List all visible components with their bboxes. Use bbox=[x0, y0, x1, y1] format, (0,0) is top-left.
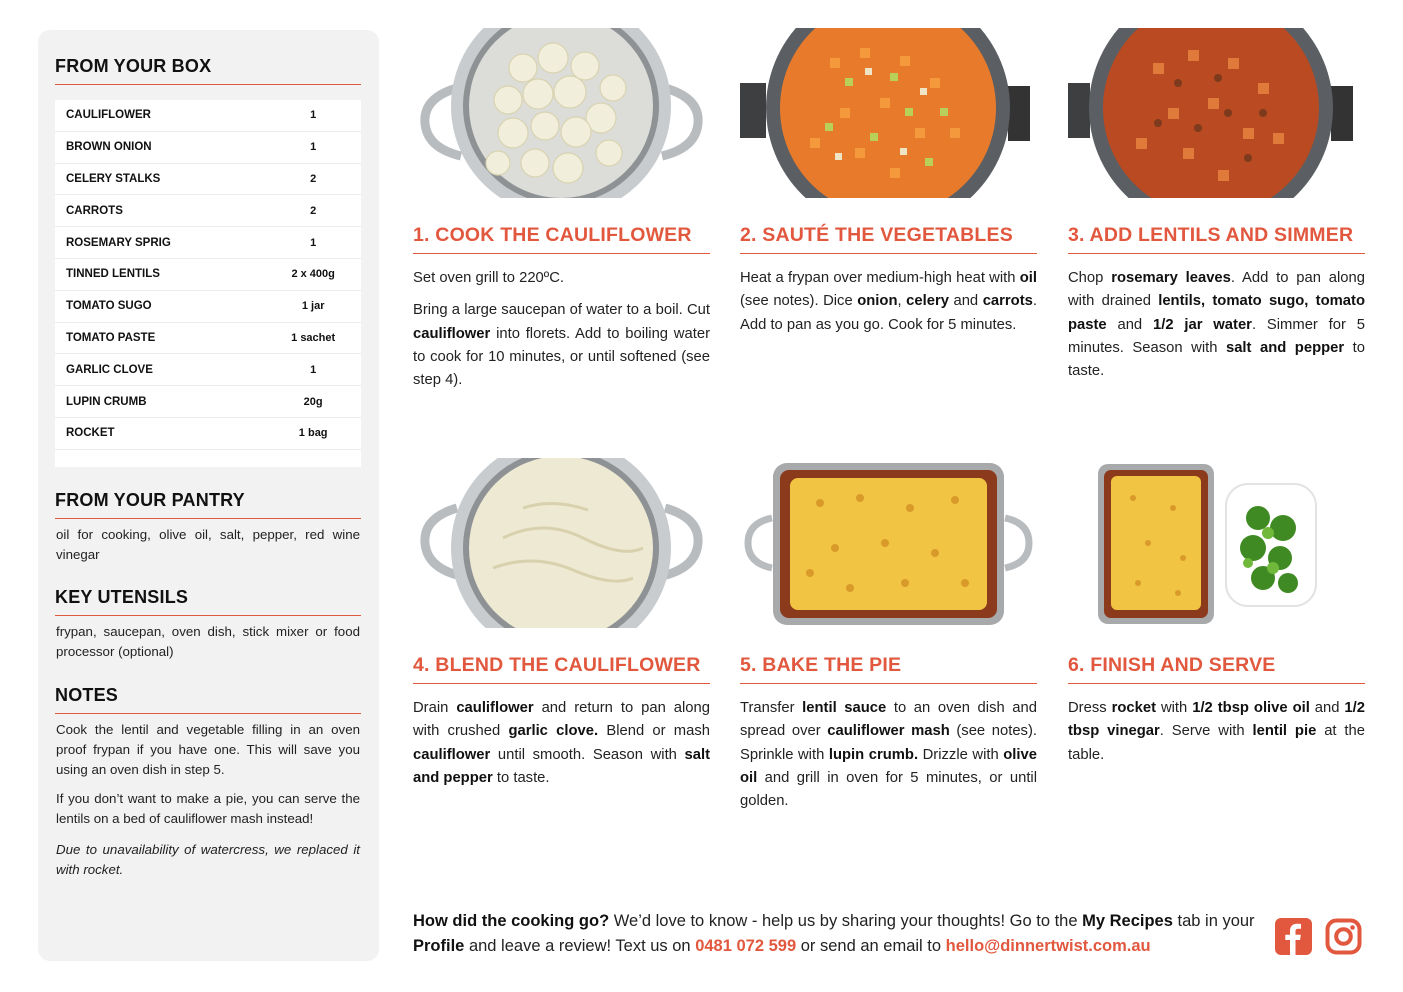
step-6-title: 6. FINISH AND SERVE bbox=[1068, 654, 1365, 684]
ingredient-highlight: celery bbox=[906, 293, 949, 310]
text-run: . Serve with bbox=[1159, 723, 1253, 740]
text-run: . Simmer for 5 minutes. Season with bbox=[1068, 316, 1365, 356]
box-ingredients-table bbox=[55, 100, 361, 467]
notes-section-title: NOTES bbox=[55, 685, 361, 714]
step-5-photo bbox=[740, 458, 1037, 628]
text-run: with bbox=[1156, 700, 1193, 716]
step-1-photo bbox=[413, 28, 710, 198]
step-5-body bbox=[740, 697, 1037, 822]
ingredient-highlight: rosemary leaves bbox=[1111, 270, 1231, 286]
table-row bbox=[55, 259, 361, 291]
ingredient-qty: 2 bbox=[310, 204, 317, 217]
ingredient-highlight: garlic clove. bbox=[508, 723, 599, 740]
ingredient-highlight: 1/2 jar water bbox=[1152, 316, 1252, 333]
ingredient-name: CAULIFLOWER bbox=[66, 109, 151, 122]
pantry-section-title: FROM YOUR PANTRY bbox=[55, 490, 361, 519]
ingredient-qty: 2 bbox=[310, 172, 317, 185]
step-paragraph bbox=[740, 697, 1037, 813]
step-1-title: 1. COOK THE CAULIFLOWER bbox=[413, 224, 710, 254]
ingredient-highlight: onion bbox=[857, 293, 898, 310]
step-paragraph: Set oven grill to 220ºC. bbox=[413, 270, 564, 286]
instagram-icon[interactable] bbox=[1325, 918, 1362, 955]
ingredient-qty: 1 sachet bbox=[291, 331, 336, 344]
note-paragraph-italic: Due to unavailability of watercress, we replaced it with rocket. bbox=[56, 842, 360, 877]
ingredient-name: TINNED LENTILS bbox=[66, 268, 160, 281]
profile-link[interactable]: Profile bbox=[413, 937, 465, 955]
feedback-footer bbox=[413, 909, 1263, 959]
note-paragraph: Cook the lentil and vegetable filling in an oven proof frypan if you have one. This will save you using an oven dish in step 5. bbox=[56, 722, 360, 777]
text-run: Bring a large saucepan of water to a boil. Cut bbox=[413, 302, 710, 319]
ingredient-name: TOMATO PASTE bbox=[66, 331, 156, 344]
feedback-question: How did the cooking go? bbox=[413, 912, 610, 930]
ingredient-highlight: cauliflower bbox=[413, 325, 491, 342]
text-run: and grill in oven for 5 minutes, or until golden. bbox=[740, 769, 1037, 810]
step-6-body bbox=[1068, 697, 1365, 776]
step-2-photo bbox=[740, 28, 1037, 198]
ingredient-highlight: carrots bbox=[982, 293, 1033, 310]
utensils-text: frypan, saucepan, oven dish, stick mixer or food processor (optional) bbox=[56, 624, 360, 659]
text-run: and leave a review! Text us on bbox=[464, 937, 696, 955]
text-run: Chop bbox=[1068, 270, 1112, 286]
table-row bbox=[55, 100, 361, 132]
step-1-body bbox=[413, 267, 710, 401]
note-paragraph: If you don’t want to make a pie, you can serve the lentils on a bed of cauliflower mash instead! bbox=[56, 791, 360, 826]
ingredient-highlight: salt and pepper bbox=[1225, 339, 1345, 356]
ingredient-highlight: oil bbox=[1019, 270, 1037, 286]
ingredient-highlight: lentil pie bbox=[1252, 723, 1317, 740]
step-4-title: 4. BLEND THE CAULIFLOWER bbox=[413, 654, 710, 684]
text-run: to taste. bbox=[492, 769, 550, 786]
text-run: until smooth. Season with bbox=[490, 746, 685, 763]
ingredient-name: TOMATO SUGO bbox=[66, 300, 152, 313]
email-link[interactable]: hello@dinnertwist.com.au bbox=[945, 937, 1151, 955]
text-run: to taste. bbox=[1068, 339, 1365, 380]
ingredient-highlight: 1/2 tbsp olive oil bbox=[1192, 700, 1310, 716]
ingredient-name: CARROTS bbox=[66, 204, 123, 217]
ingredient-highlight: cauliflower bbox=[413, 746, 491, 763]
text-run: (see notes). Sprinkle with bbox=[740, 723, 1037, 763]
step-paragraph bbox=[413, 299, 710, 392]
text-run: Heat a frypan over medium-high heat with bbox=[740, 270, 1020, 286]
table-row bbox=[55, 291, 361, 323]
box-section-title: FROM YOUR BOX bbox=[55, 56, 361, 85]
ingredient-name: ROSEMARY SPRIG bbox=[66, 236, 171, 249]
table-row bbox=[55, 323, 361, 355]
table-row bbox=[55, 164, 361, 196]
ingredient-highlight: rocket bbox=[1111, 700, 1157, 716]
step-paragraph bbox=[413, 697, 710, 790]
text-run: to an oven dish and spread over bbox=[740, 700, 1037, 740]
step-3-photo bbox=[1068, 28, 1365, 198]
text-run: Drizzle with bbox=[918, 746, 1004, 763]
text-run: at the table. bbox=[1068, 723, 1365, 763]
ingredient-qty: 20g bbox=[303, 395, 323, 408]
text-run: . Add to pan along with drained bbox=[1068, 270, 1365, 310]
ingredient-qty: 1 jar bbox=[301, 300, 325, 313]
ingredient-name: GARLIC CLOVE bbox=[66, 363, 153, 376]
text-run: Blend or mash bbox=[598, 723, 710, 740]
step-5-title: 5. BAKE THE PIE bbox=[740, 654, 1037, 684]
ingredient-name: BROWN ONION bbox=[66, 141, 152, 154]
facebook-icon[interactable] bbox=[1275, 918, 1312, 955]
utensils-section-title: KEY UTENSILS bbox=[55, 587, 361, 616]
step-paragraph bbox=[1068, 697, 1365, 767]
table-row bbox=[55, 227, 361, 259]
step-4-photo bbox=[413, 458, 710, 628]
ingredient-highlight: lentil sauce bbox=[802, 700, 887, 716]
ingredient-qty: 1 bag bbox=[298, 427, 328, 440]
step-paragraph bbox=[740, 267, 1037, 337]
text-run: and bbox=[1309, 700, 1345, 716]
pantry-text: oil for cooking, olive oil, salt, pepper, red wine vinegar bbox=[56, 527, 360, 562]
step-4-body bbox=[413, 697, 710, 799]
text-run: and bbox=[1106, 316, 1153, 333]
ingredient-qty: 1 bbox=[310, 141, 317, 154]
text-run: Drain bbox=[413, 700, 457, 716]
notes-text bbox=[56, 720, 360, 889]
ingredient-name: CELERY STALKS bbox=[66, 172, 161, 185]
table-row bbox=[55, 418, 361, 450]
ingredient-highlight: cauliflower mash bbox=[827, 723, 950, 740]
ingredient-name: ROCKET bbox=[66, 427, 115, 440]
phone-link[interactable]: 0481 072 599 bbox=[695, 937, 797, 955]
text-run: . Add to pan as you go. Cook for 5 minutes. bbox=[740, 293, 1037, 333]
ingredient-highlight: salt and pepper bbox=[413, 746, 710, 786]
ingredient-highlight: lentils, tomato sugo, tomato paste bbox=[1068, 293, 1365, 333]
ingredient-highlight: 1/2 tbsp vinegar bbox=[1068, 700, 1365, 740]
table-row bbox=[55, 386, 361, 418]
ingredient-highlight: cauliflower bbox=[456, 700, 534, 716]
text-run: into florets. Add to boiling water to cook for 10 minutes, or until softened (see step 4). bbox=[413, 325, 710, 389]
ingredient-qty: 1 bbox=[310, 236, 317, 249]
table-row bbox=[55, 195, 361, 227]
text-run: or send an email to bbox=[796, 937, 946, 955]
ingredient-highlight: olive oil bbox=[740, 746, 1037, 786]
table-row bbox=[55, 132, 361, 164]
step-6-photo bbox=[1068, 458, 1365, 628]
ingredient-qty: 2 x 400g bbox=[291, 268, 335, 281]
step-paragraph bbox=[1068, 267, 1365, 383]
text-run: Transfer bbox=[740, 700, 803, 716]
text-run: Dress bbox=[1068, 700, 1112, 716]
my-recipes-link[interactable]: My Recipes bbox=[1082, 912, 1173, 930]
step-3-body bbox=[1068, 267, 1365, 392]
step-3-title: 3. ADD LENTILS AND SIMMER bbox=[1068, 224, 1365, 254]
ingredient-qty: 1 bbox=[310, 363, 317, 376]
ingredient-qty: 1 bbox=[310, 109, 317, 122]
ingredient-highlight: lupin crumb. bbox=[828, 746, 919, 763]
text-run: , bbox=[897, 293, 907, 310]
text-run: and return to pan along with crushed bbox=[413, 700, 710, 740]
text-run: tab in your bbox=[1172, 912, 1255, 930]
text-run: and bbox=[948, 293, 983, 310]
step-2-body bbox=[740, 267, 1037, 346]
text-run: (see notes). Dice bbox=[740, 293, 858, 310]
table-row bbox=[55, 354, 361, 386]
ingredients-sidebar bbox=[38, 30, 379, 961]
text-run: We’d love to know - help us by sharing your thoughts! Go to the bbox=[609, 912, 1083, 930]
step-2-title: 2. SAUTÉ THE VEGETABLES bbox=[740, 224, 1037, 254]
ingredient-name: LUPIN CRUMB bbox=[66, 395, 147, 408]
